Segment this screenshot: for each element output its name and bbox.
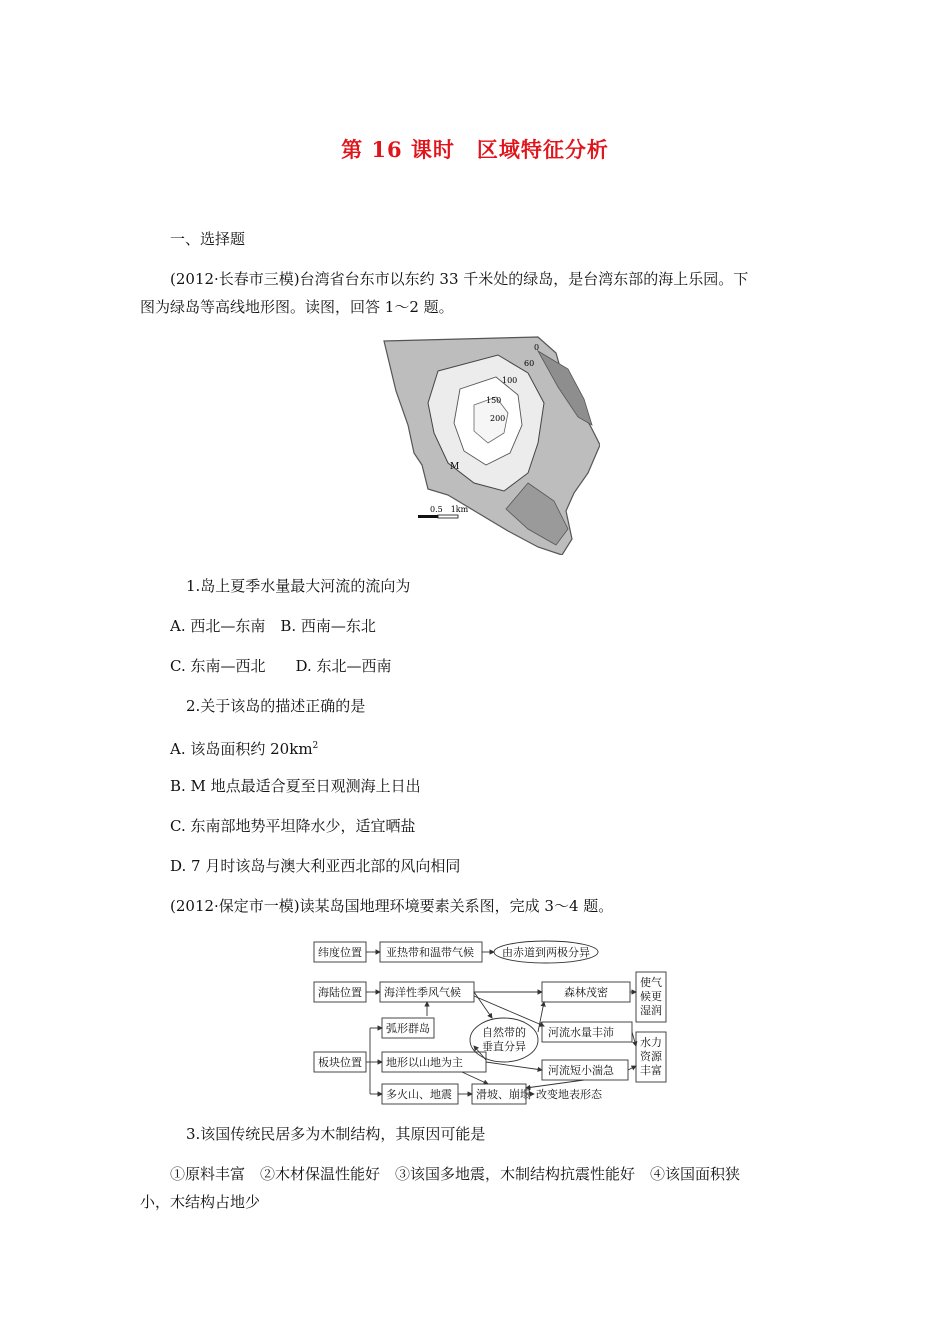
contour-map-figure: [378, 333, 600, 555]
scale-label: 0.5 1km: [430, 505, 469, 514]
node-change-surface: 改变地表形态: [536, 1088, 602, 1101]
node-arc-islands: 弧形群岛: [386, 1022, 430, 1035]
intro2: (2012·保定市一模)读某岛国地理环境要素关系图，完成 3～4 题。: [170, 897, 614, 915]
q2-option-a-text: A. 该岛面积约 20km: [170, 740, 313, 758]
q2-option-c: C. 东南部地势平坦降水少，适宜晒盐: [170, 817, 416, 835]
q3-options-line1: ①原料丰富 ②木材保温性能好 ③该国多地震，木制结构抗震性能好 ④该国面积狭: [170, 1165, 741, 1183]
node-humid-1: 使气: [640, 976, 662, 989]
node-volcano: 多火山、地震: [386, 1088, 452, 1101]
relationship-diagram: [312, 936, 672, 1108]
node-plate: 板块位置: [318, 1056, 362, 1069]
node-hydro-3: 丰富: [640, 1064, 662, 1077]
node-latitude: 纬度位置: [318, 946, 362, 959]
q3-stem: 3.该国传统民居多为木制结构，其原因可能是: [186, 1125, 486, 1143]
node-humid-2: 候更: [640, 990, 662, 1003]
contour-label-200: 200: [490, 414, 506, 423]
contour-label-60: 60: [524, 359, 535, 368]
page-title: 第 16 课时 区域特征分析: [341, 137, 609, 162]
node-hydro-2: 资源: [640, 1050, 662, 1063]
node-hydro-1: 水力: [640, 1036, 662, 1049]
q2-option-b: B. M 地点最适合夏至日观测海上日出: [170, 777, 421, 795]
node-sea-land: 海陆位置: [318, 986, 362, 999]
node-equator-pole: 由赤道到两极分异: [502, 946, 590, 959]
contour-label-0: 0: [534, 343, 540, 352]
q1-options-row1: A. 西北—东南 B. 西南—东北: [170, 617, 376, 635]
node-river-rich: 河流水量丰沛: [548, 1026, 614, 1039]
point-m-label: M: [450, 462, 460, 472]
island-shape: [384, 337, 600, 555]
q2-stem: 2.关于该岛的描述正确的是: [186, 697, 366, 715]
node-terrain: 地形以山地为主: [386, 1056, 463, 1069]
intro1-line2: 图为绿岛等高线地形图。读图，回答 1～2 题。: [140, 298, 454, 316]
section-heading: 一、选择题: [170, 230, 246, 248]
q2-option-d: D. 7 月时该岛与澳大利亚西北部的风向相同: [170, 857, 461, 875]
node-natural-zone-1: 自然带的: [482, 1026, 526, 1039]
contour-label-150: 150: [486, 396, 502, 405]
q1-options-row2: C. 东南—西北 D. 东北—西南: [170, 657, 392, 675]
node-river-short: 河流短小湍急: [548, 1064, 614, 1077]
node-monsoon: 海洋性季风气候: [384, 986, 461, 999]
node-subtropical: 亚热带和温带气候: [386, 946, 474, 959]
intro1-line1: (2012·长春市三模)台湾省台东市以东约 33 千米处的绿岛，是台湾东部的海上乐园。下: [170, 270, 749, 288]
contour-label-100: 100: [502, 376, 518, 385]
node-forest: 森林茂密: [564, 986, 608, 999]
q2-option-a: [170, 736, 318, 759]
node-natural-zone-2: 垂直分异: [482, 1040, 526, 1053]
node-humid-3: 湿润: [640, 1004, 662, 1017]
q1-stem: 1.岛上夏季水量最大河流的流向为: [186, 577, 411, 595]
scale-bar: [418, 515, 458, 518]
node-landslide: 滑坡、崩塌: [476, 1088, 531, 1101]
q2-option-a-sup: 2: [312, 741, 319, 751]
q3-options-line2: 小，木结构占地少: [140, 1193, 261, 1211]
